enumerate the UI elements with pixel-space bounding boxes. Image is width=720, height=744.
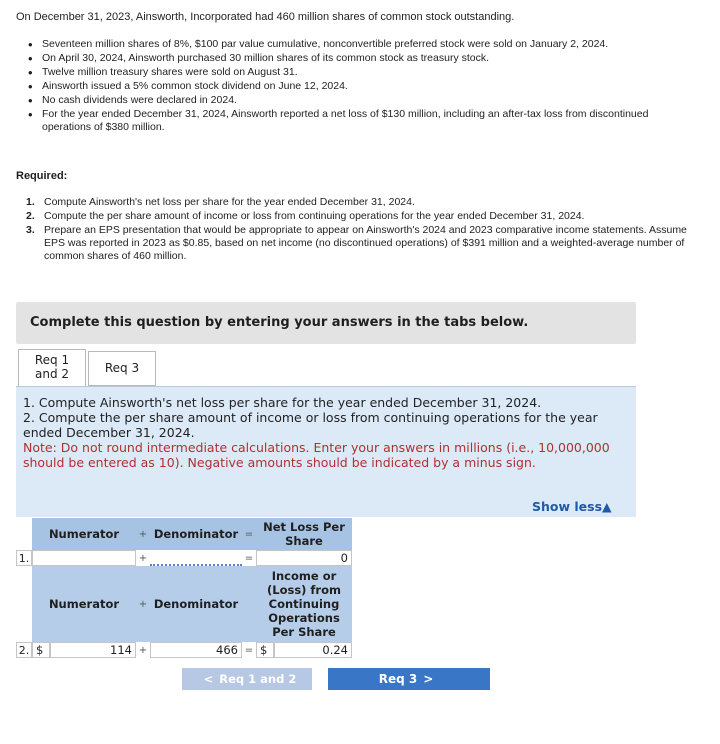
continuing-ops-per-share-value[interactable]: 0.24 <box>274 642 352 658</box>
list-item: • For the year ended December 31, 2024, Ainsworth reported a net loss of $130 million, including an after-tax loss from discontinued operations of $380 million. <box>26 108 694 134</box>
row-label: 1. <box>16 550 32 566</box>
note-text: Note: Do not round intermediate calculations. Enter your answers in millions (i.e., 10,000,000 should be entered as 10). Negative amounts should be indicated by a minus sign. <box>23 440 610 470</box>
tab-label-line1: Req 1 <box>34 353 70 367</box>
denominator-input-1[interactable] <box>150 550 242 566</box>
row-label: 2. <box>16 642 32 658</box>
item-text: Compute the per share amount of income or loss from continuing operations for the year ended December 31, 2024. <box>44 210 585 222</box>
prev-button-label: Req 1 and 2 <box>219 672 297 686</box>
item-number: 3. <box>26 224 35 236</box>
chevron-left-icon: < <box>203 672 214 686</box>
equals-operator: = <box>242 642 256 658</box>
item-text: Compute Ainsworth's net loss per share for the year ended December 31, 2024. <box>44 196 415 208</box>
item-text: Prepare an EPS presentation that would be appropriate to appear on Ainsworth's 2024 and 2023 comparative income statements. Assume EPS was reported in 2023 as $0.85, based on net income (no discontinued operations) of $391 million and a weighted-average number of common shares of 460 million. <box>44 224 687 262</box>
net-loss-per-share-value[interactable]: 0 <box>256 550 352 566</box>
next-req-button[interactable] <box>328 668 490 690</box>
list-item <box>26 210 694 223</box>
item-number: 1. <box>26 196 35 208</box>
denominator-header: Denominator <box>150 566 242 642</box>
chevron-right-icon: > <box>423 672 434 686</box>
instruction-banner <box>16 302 636 344</box>
banner-text: Complete this question by entering your answers in the tabs below. <box>30 315 529 330</box>
plus-operator: + <box>136 518 150 550</box>
tab-req-3[interactable]: Req 3 <box>88 351 156 386</box>
plus-operator: + <box>136 550 150 566</box>
requirements-list <box>26 196 694 264</box>
instruction-line-1: 1. Compute Ainsworth's net loss per share for the year ended December 31, 2024. <box>23 395 542 410</box>
denominator-input-2[interactable]: 466 <box>150 642 242 658</box>
dollar-sign: $ <box>32 642 50 658</box>
list-item: • Ainsworth issued a 5% common stock dividend on June 12, 2024. <box>26 80 694 93</box>
plus-operator: + <box>136 566 150 642</box>
equals-operator: = <box>242 550 256 566</box>
facts-list <box>26 38 694 135</box>
intro-text: On December 31, 2023, Ainsworth, Incorporated had 460 million shares of common stock outstanding. <box>16 11 515 23</box>
tab-label-line2: and 2 <box>34 367 70 381</box>
prev-req-button[interactable] <box>182 668 312 690</box>
numerator-input-2[interactable]: 114 <box>50 642 136 658</box>
required-heading: Required: <box>16 170 68 182</box>
numerator-header: Numerator <box>32 518 136 550</box>
instruction-line-2: 2. Compute the per share amount of income or loss from continuing operations for the year ended December 31, 2024. <box>23 410 598 440</box>
list-item: • Seventeen million shares of 8%, $100 par value cumulative, nonconvertible preferred stock were sold on January 2, 2024. <box>26 38 694 51</box>
show-less-link[interactable] <box>532 499 612 514</box>
net-loss-per-share-header: Net Loss Per Share <box>256 518 352 550</box>
equals-operator: = <box>242 518 256 550</box>
triangle-up-icon: ▲ <box>602 499 612 514</box>
tab-req-1-and-2[interactable] <box>18 349 86 386</box>
show-less-label: Show less <box>532 499 603 514</box>
item-number: 2. <box>26 210 35 222</box>
list-item <box>26 224 694 263</box>
next-button-label: Req 3 <box>378 672 418 686</box>
numerator-header: Numerator <box>32 566 136 642</box>
dollar-sign: $ <box>256 642 274 658</box>
numerator-input-1[interactable] <box>32 550 136 566</box>
header-spacer <box>242 566 256 642</box>
question-panel <box>16 386 636 517</box>
continuing-ops-per-share-header: Income or (Loss) from Continuing Operations Per Share <box>256 566 352 642</box>
eps-table <box>16 518 352 660</box>
list-item <box>26 196 694 209</box>
denominator-header: Denominator <box>150 518 242 550</box>
list-item: • On April 30, 2024, Ainsworth purchased 30 million shares of its common stock as treasury stock. <box>26 52 694 65</box>
plus-operator: + <box>136 642 150 658</box>
list-item: • No cash dividends were declared in 2024. <box>26 94 694 107</box>
list-item: • Twelve million treasury shares were sold on August 31. <box>26 66 694 79</box>
panel-instructions <box>23 395 623 470</box>
